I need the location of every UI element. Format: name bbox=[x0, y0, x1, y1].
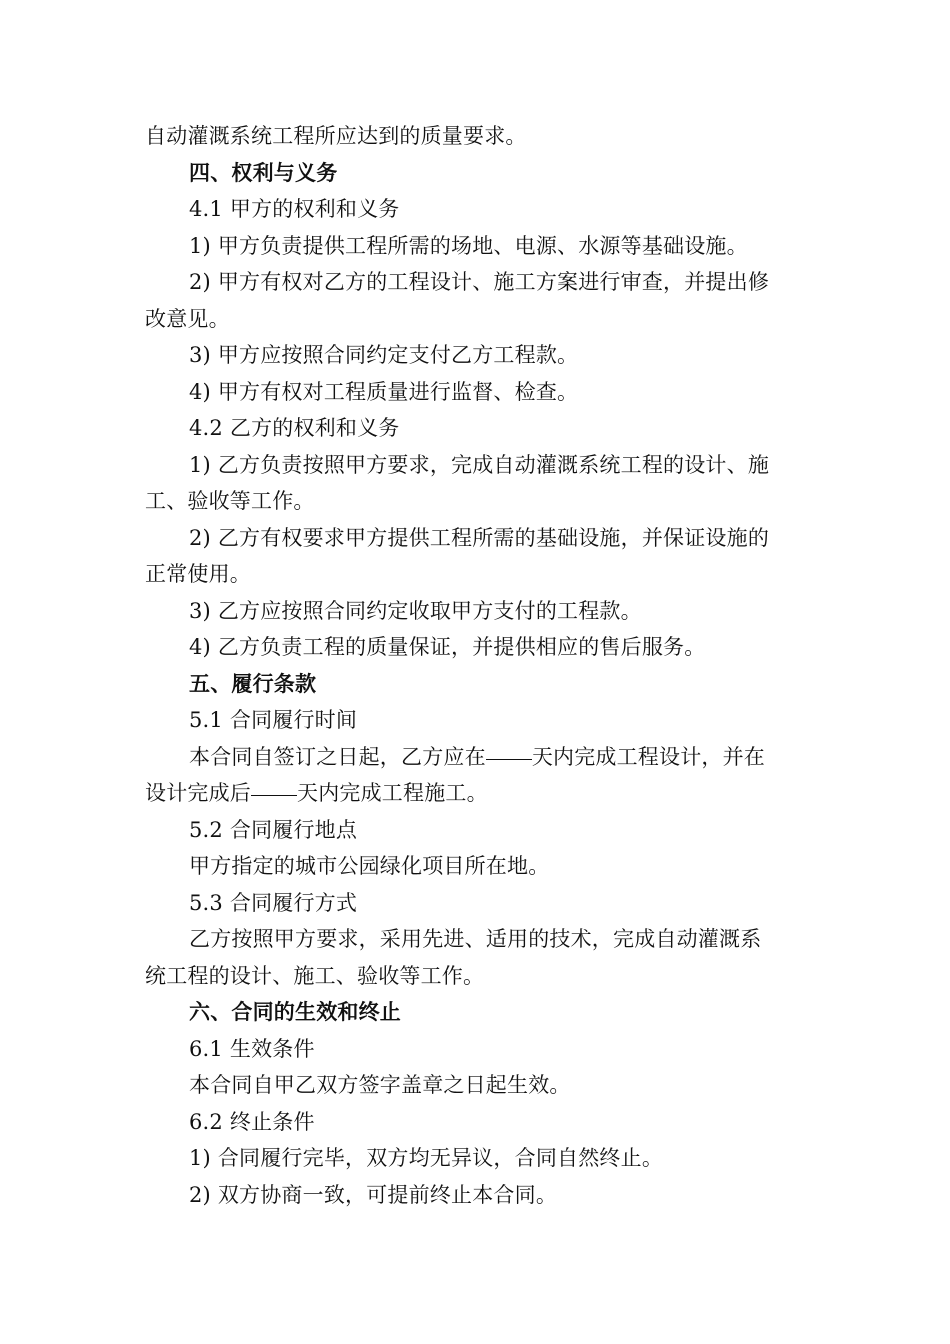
paragraph-line bbox=[145, 739, 810, 776]
paragraph-line: 本合同自甲乙双方签字盖章之日起生效。 bbox=[189, 1073, 571, 1097]
paragraph-line: 自动灌溉系统工程所应达到的质量要求。 bbox=[145, 124, 527, 148]
list-item: 3) 乙方应按照合同约定收取甲方支付的工程款。 bbox=[189, 598, 642, 623]
list-item: 2) 甲方有权对乙方的工程设计、施工方案进行审查，并提出修 bbox=[189, 270, 770, 294]
list-item: 1) 乙方负责按照甲方要求，完成自动灌溉系统工程的设计、施 bbox=[189, 452, 770, 477]
paragraph-line: 甲方指定的城市公园绿化项目所在地。 bbox=[189, 854, 550, 878]
section-heading-rights: 四、权利与义务 bbox=[189, 159, 338, 185]
text-segment: 天内完成工程施工。 bbox=[297, 781, 488, 805]
subsection-heading-4-1: 4.1 甲方的权利和义务 bbox=[189, 197, 400, 221]
text-segment: 设计完成后 bbox=[145, 781, 251, 805]
list-item: 3) 甲方应按照合同约定支付乙方工程款。 bbox=[189, 343, 579, 367]
fill-in-blank[interactable] bbox=[486, 758, 532, 760]
paragraph-line bbox=[145, 775, 810, 812]
list-item-continuation: 正常使用。 bbox=[145, 562, 251, 586]
subsection-heading-4-2: 4.2 乙方的权利和义务 bbox=[189, 416, 400, 440]
document-body bbox=[145, 118, 810, 1213]
subsection-heading-5-2: 5.2 合同履行地点 bbox=[189, 817, 358, 842]
paragraph-line: 统工程的设计、施工、验收等工作。 bbox=[145, 963, 485, 988]
list-item-continuation: 改意见。 bbox=[145, 306, 230, 331]
subsection-heading-5-3: 5.3 合同履行方式 bbox=[189, 890, 358, 915]
text-segment: 天内完成工程设计，并在 bbox=[531, 744, 766, 769]
subsection-heading-5-1: 5.1 合同履行时间 bbox=[189, 708, 358, 732]
list-item: 1) 合同履行完毕，双方均无异议，合同自然终止。 bbox=[189, 1146, 664, 1170]
paragraph-line: 乙方按照甲方要求，采用先进、适用的技术，完成自动灌溉系 bbox=[189, 927, 762, 951]
section-heading-performance: 五、履行条款 bbox=[189, 670, 317, 696]
text-segment: 本合同自签订之日起，乙方应在 bbox=[189, 744, 486, 769]
fill-in-blank[interactable] bbox=[251, 794, 297, 796]
subsection-heading-6-2: 6.2 终止条件 bbox=[189, 1109, 315, 1134]
subsection-heading-6-1: 6.1 生效条件 bbox=[189, 1036, 315, 1061]
list-item-continuation: 工、验收等工作。 bbox=[145, 489, 315, 513]
list-item: 1) 甲方负责提供工程所需的场地、电源、水源等基础设施。 bbox=[189, 233, 748, 258]
list-item: 2) 双方协商一致，可提前终止本合同。 bbox=[189, 1182, 558, 1207]
list-item: 4) 乙方负责工程的质量保证，并提供相应的售后服务。 bbox=[189, 635, 706, 659]
section-heading-effect-termination: 六、合同的生效和终止 bbox=[189, 999, 401, 1024]
list-item: 4) 甲方有权对工程质量进行监督、检查。 bbox=[189, 379, 579, 404]
list-item: 2) 乙方有权要求甲方提供工程所需的基础设施，并保证设施的 bbox=[189, 525, 770, 550]
